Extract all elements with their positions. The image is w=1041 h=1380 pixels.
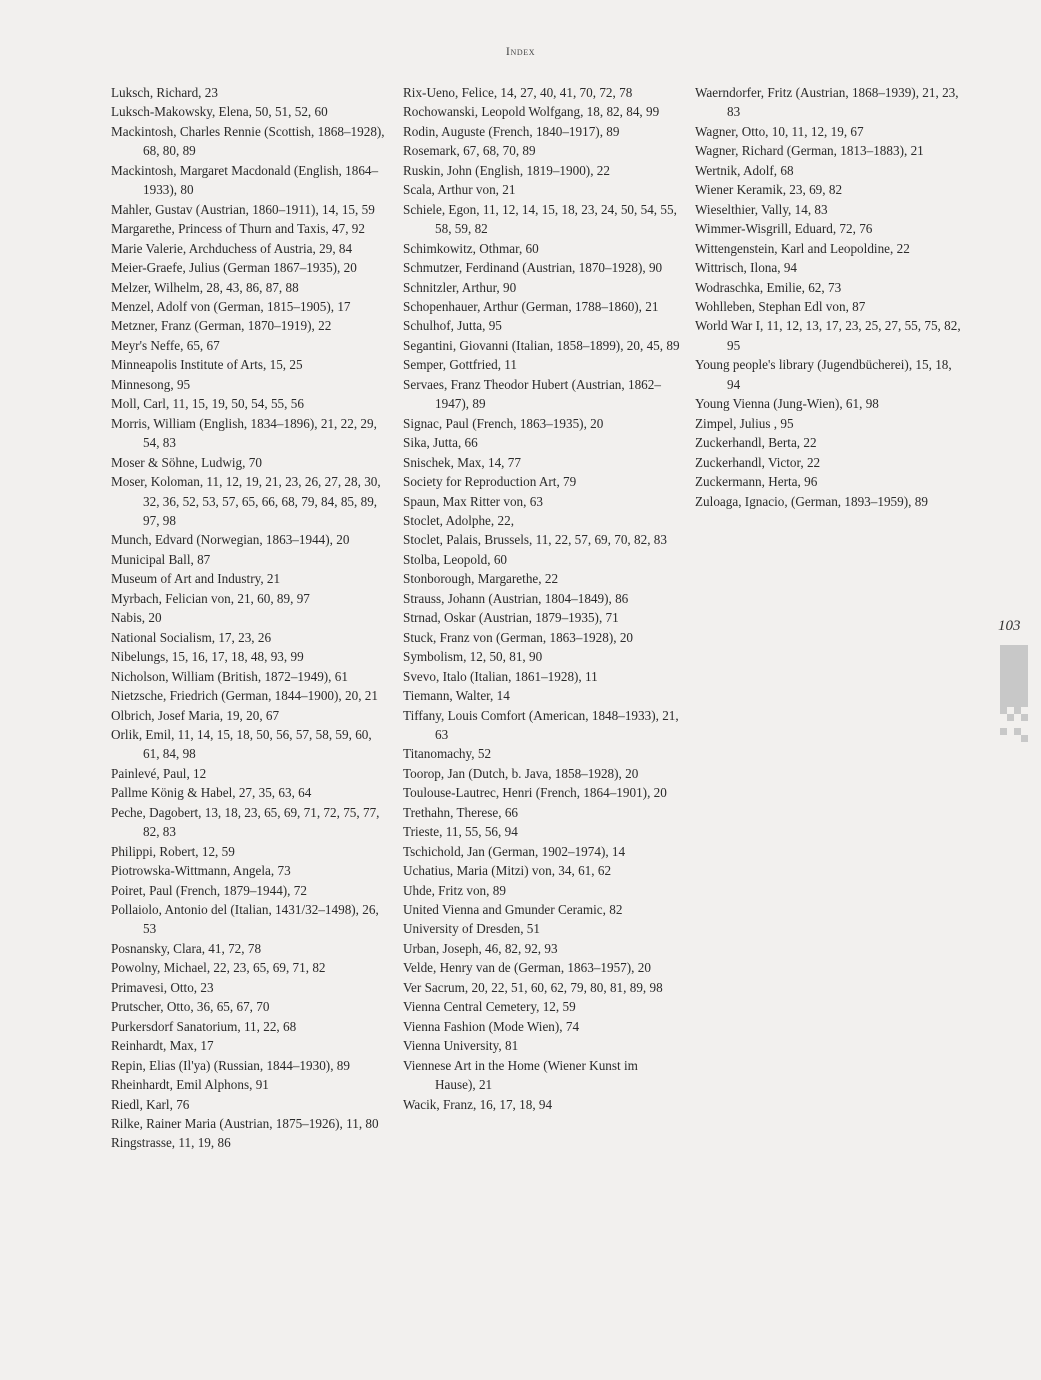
index-entry: Mahler, Gustav (Austrian, 1860–1911), 14, 15, 59 xyxy=(111,201,375,217)
index-entry: Wacik, Franz, 16, 17, 18, 94 xyxy=(403,1096,553,1112)
index-entry: Symbolism, 12, 50, 81, 90 xyxy=(403,649,543,665)
index-entry: Wittengenstein, Karl and Leopoldine, 22 xyxy=(695,240,910,256)
index-entry: Uchatius, Maria (Mitzi) von, 34, 61, 62 xyxy=(403,863,612,879)
index-entry: Segantini, Giovanni (Italian, 1858–1899), 20, 45, 89 xyxy=(403,337,680,353)
index-entry: Pallme König & Habel, 27, 35, 63, 64 xyxy=(111,785,312,801)
index-entry: Nietzsche, Friedrich (German, 1844–1900), 20, 21 xyxy=(111,688,378,704)
index-column-3 xyxy=(695,83,963,511)
index-entry: Scala, Arthur von, 21 xyxy=(403,182,516,198)
index-entry: Vienna University, 81 xyxy=(403,1038,519,1054)
index-entry: Zimpel, Julius , 95 xyxy=(695,415,794,431)
index-entry: Piotrowska-Wittmann, Angela, 73 xyxy=(111,863,291,879)
index-entry: Mackintosh, Charles Rennie (Scottish, 1868–1928), 68, 80, 89 xyxy=(111,123,385,159)
index-entry: Urban, Joseph, 46, 82, 92, 93 xyxy=(403,940,558,956)
index-entry: Primavesi, Otto, 23 xyxy=(111,979,214,995)
index-entry: Schiele, Egon, 11, 12, 14, 15, 18, 23, 24, 50, 54, 55, 58, 59, 82 xyxy=(403,201,677,237)
index-entry: Stoclet, Adolphe, 22, xyxy=(403,512,514,528)
index-entry: Luksch, Richard, 23 xyxy=(111,85,218,100)
index-entry: Wertnik, Adolf, 68 xyxy=(695,162,794,178)
running-header: Index xyxy=(505,44,536,58)
index-entry: Munch, Edvard (Norwegian, 1863–1944), 20 xyxy=(111,532,350,548)
index-entry: Strnad, Oskar (Austrian, 1879–1935), 71 xyxy=(403,610,619,626)
index-entry: Young people's library (Jugendbücherei), 15, 18, 94 xyxy=(695,357,952,392)
index-entry: Margarethe, Princess of Thurn and Taxis, 47, 92 xyxy=(111,221,365,237)
index-entry: Society for Reproduction Art, 79 xyxy=(403,474,577,490)
index-entry: United Vienna and Gmunder Ceramic, 82 xyxy=(403,902,623,918)
index-entry: Mackintosh, Margaret Macdonald (English, 1864–1933), 80 xyxy=(111,162,379,198)
index-entry: World War I, 11, 12, 13, 17, 23, 25, 27, 55, 75, 82, 95 xyxy=(695,318,961,353)
index-entry: Purkersdorf Sanatorium, 11, 22, 68 xyxy=(111,1018,297,1034)
index-entry: Luksch-Makowsky, Elena, 50, 51, 52, 60 xyxy=(111,104,328,120)
index-entry: University of Dresden, 51 xyxy=(403,921,540,937)
index-entry: Marie Valerie, Archduchess of Austria, 29, 84 xyxy=(111,240,353,256)
index-entry: Titanomachy, 52 xyxy=(403,746,492,762)
index-entry: Wiener Keramik, 23, 69, 82 xyxy=(695,182,843,198)
index-entry: Pollaiolo, Antonio del (Italian, 1431/32–1498), 26, 53 xyxy=(111,902,379,937)
index-entry: Young Vienna (Jung-Wien), 61, 98 xyxy=(695,396,879,412)
index-entry: Sika, Jutta, 66 xyxy=(403,435,478,451)
index-entry: Moser, Koloman, 11, 12, 19, 21, 23, 26, 27, 28, 30, 32, 36, 52, 53, 57, 65, 66, 68, 79, 84, 85, 89, 97, 98 xyxy=(111,474,381,528)
index-entry: Tiemann, Walter, 14 xyxy=(403,688,510,704)
thumb-tab-marker xyxy=(1000,645,1028,707)
index-entry: Schmutzer, Ferdinand (Austrian, 1870–1928), 90 xyxy=(403,260,663,276)
index-entry: Stonborough, Margarethe, 22 xyxy=(403,571,559,587)
index-entry: Nibelungs, 15, 16, 17, 18, 48, 93, 99 xyxy=(111,649,304,665)
index-entry: Wagner, Otto, 10, 11, 12, 19, 67 xyxy=(695,123,864,139)
index-entry: Wieselthier, Vally, 14, 83 xyxy=(695,201,828,217)
index-entry: Rochowanski, Leopold Wolfgang, 18, 82, 84, 99 xyxy=(403,104,660,120)
index-entry: Powolny, Michael, 22, 23, 65, 69, 71, 82 xyxy=(111,960,326,976)
index-entry: Posnansky, Clara, 41, 72, 78 xyxy=(111,940,262,956)
index-entry: Minnesong, 95 xyxy=(111,376,191,392)
index-entry: Zuckerhandl, Berta, 22 xyxy=(695,435,817,451)
index-entry: Wimmer-Wisgrill, Eduard, 72, 76 xyxy=(695,221,873,237)
index-entry: Prutscher, Otto, 36, 65, 67, 70 xyxy=(111,999,270,1015)
index-entry: Viennese Art in the Home (Wiener Kunst im Hause), 21 xyxy=(403,1057,638,1093)
index-column-1 xyxy=(111,83,386,1153)
index-entry: Repin, Elias (Il'ya) (Russian, 1844–1930), 89 xyxy=(111,1057,350,1073)
index-entry: Zuloaga, Ignacio, (German, 1893–1959), 89 xyxy=(695,493,928,509)
index-entry: Ver Sacrum, 20, 22, 51, 60, 62, 79, 80, 81, 89, 98 xyxy=(403,979,663,995)
index-entry: Moser & Söhne, Ludwig, 70 xyxy=(111,454,262,470)
index-entry: Reinhardt, Max, 17 xyxy=(111,1038,214,1054)
index-entry: Waerndorfer, Fritz (Austrian, 1868–1939), 21, 23, 83 xyxy=(695,85,959,120)
index-entry: Nabis, 20 xyxy=(111,610,162,626)
index-entry: Menzel, Adolf von (German, 1815–1905), 17 xyxy=(111,298,351,314)
index-entry: Municipal Ball, 87 xyxy=(111,551,211,567)
index-entry: Wagner, Richard (German, 1813–1883), 21 xyxy=(695,143,924,159)
index-entry: Zuckermann, Herta, 96 xyxy=(695,474,818,490)
index-entry: Ringstrasse, 11, 19, 86 xyxy=(111,1135,231,1151)
index-entry: Peche, Dagobert, 13, 18, 23, 65, 69, 71, 72, 75, 77, 82, 83 xyxy=(111,804,380,840)
index-entry: Schimkowitz, Othmar, 60 xyxy=(403,240,539,256)
index-entry: Rheinhardt, Emil Alphons, 91 xyxy=(111,1077,269,1093)
index-entry: Snischek, Max, 14, 77 xyxy=(403,454,521,470)
index-entry: Svevo, Italo (Italian, 1861–1928), 11 xyxy=(403,668,598,684)
index-entry: Myrbach, Felician von, 21, 60, 89, 97 xyxy=(111,590,310,606)
index-entry: Schnitzler, Arthur, 90 xyxy=(403,279,517,295)
index-entry: Olbrich, Josef Maria, 19, 20, 67 xyxy=(111,707,280,723)
index-column-2 xyxy=(403,83,681,1114)
index-entry: Poiret, Paul (French, 1879–1944), 72 xyxy=(111,882,307,898)
index-entry: Trieste, 11, 55, 56, 94 xyxy=(403,824,518,840)
index-entry: Vienna Central Cemetery, 12, 59 xyxy=(403,999,576,1015)
index-entry: Ruskin, John (English, 1819–1900), 22 xyxy=(403,162,610,178)
index-entry: Stolba, Leopold, 60 xyxy=(403,551,508,567)
index-entry: Tschichold, Jan (German, 1902–1974), 14 xyxy=(403,843,626,859)
index-entry: Meier-Graefe, Julius (German 1867–1935), 20 xyxy=(111,260,357,276)
index-entry: National Socialism, 17, 23, 26 xyxy=(111,629,272,645)
index-entry: Moll, Carl, 11, 15, 19, 50, 54, 55, 56 xyxy=(111,396,304,412)
index-entry: Riedl, Karl, 76 xyxy=(111,1096,190,1112)
page-number: 103 xyxy=(998,618,1021,634)
index-entry: Wittrisch, Ilona, 94 xyxy=(695,260,798,276)
index-entry: Schopenhauer, Arthur (German, 1788–1860), 21 xyxy=(403,298,659,314)
index-entry: Wodraschka, Emilie, 62, 73 xyxy=(695,279,842,295)
index-entry: Schulhof, Jutta, 95 xyxy=(403,318,502,334)
index-entry: Spaun, Max Ritter von, 63 xyxy=(403,493,543,509)
index-entry: Servaes, Franz Theodor Hubert (Austrian, 1862–1947), 89 xyxy=(403,376,661,412)
index-entry: Meyr's Neffe, 65, 67 xyxy=(111,337,220,353)
index-entry: Uhde, Fritz von, 89 xyxy=(403,882,506,898)
index-entry: Semper, Gottfried, 11 xyxy=(403,357,517,373)
index-entry: Melzer, Wilhelm, 28, 43, 86, 87, 88 xyxy=(111,279,299,295)
index-entry: Signac, Paul (French, 1863–1935), 20 xyxy=(403,415,604,431)
index-entry: Rosemark, 67, 68, 70, 89 xyxy=(403,143,536,159)
index-entry: Philippi, Robert, 12, 59 xyxy=(111,843,235,859)
index-entry: Strauss, Johann (Austrian, 1804–1849), 86 xyxy=(403,590,629,606)
index-entry: Rodin, Auguste (French, 1840–1917), 89 xyxy=(403,123,620,139)
index-entry: Velde, Henry van de (German, 1863–1957), 20 xyxy=(403,960,651,976)
index-entry: Wohlleben, Stephan Edl von, 87 xyxy=(695,298,866,314)
index-entry: Metzner, Franz (German, 1870–1919), 22 xyxy=(111,318,332,334)
index-entry: Trethahn, Therese, 66 xyxy=(403,804,519,820)
index-entry: Stuck, Franz von (German, 1863–1928), 20 xyxy=(403,629,634,645)
index-entry: Tiffany, Louis Comfort (American, 1848–1933), 21, 63 xyxy=(403,707,679,742)
index-entry: Vienna Fashion (Mode Wien), 74 xyxy=(403,1018,580,1034)
index-entry: Toulouse-Lautrec, Henri (French, 1864–1901), 20 xyxy=(403,785,667,801)
index-entry: Toorop, Jan (Dutch, b. Java, 1858–1928), 20 xyxy=(403,765,639,781)
index-entry: Rix-Ueno, Felice, 14, 27, 40, 41, 70, 72, 78 xyxy=(403,85,633,100)
index-entry: Stoclet, Palais, Brussels, 11, 22, 57, 69, 70, 82, 83 xyxy=(403,532,667,548)
index-entry: Rilke, Rainer Maria (Austrian, 1875–1926), 11, 80 xyxy=(111,1116,379,1132)
index-entry: Morris, William (English, 1834–1896), 21, 22, 29, 54, 83 xyxy=(111,415,377,451)
index-entry: Painlevé, Paul, 12 xyxy=(111,765,207,781)
index-entry: Nicholson, William (British, 1872–1949), 61 xyxy=(111,668,348,684)
index-entry: Museum of Art and Industry, 21 xyxy=(111,571,281,587)
index-entry: Zuckerhandl, Victor, 22 xyxy=(695,454,821,470)
index-entry: Orlik, Emil, 11, 14, 15, 18, 50, 56, 57, 58, 59, 60, 61, 84, 98 xyxy=(111,726,372,762)
index-entry: Minneapolis Institute of Arts, 15, 25 xyxy=(111,357,303,373)
